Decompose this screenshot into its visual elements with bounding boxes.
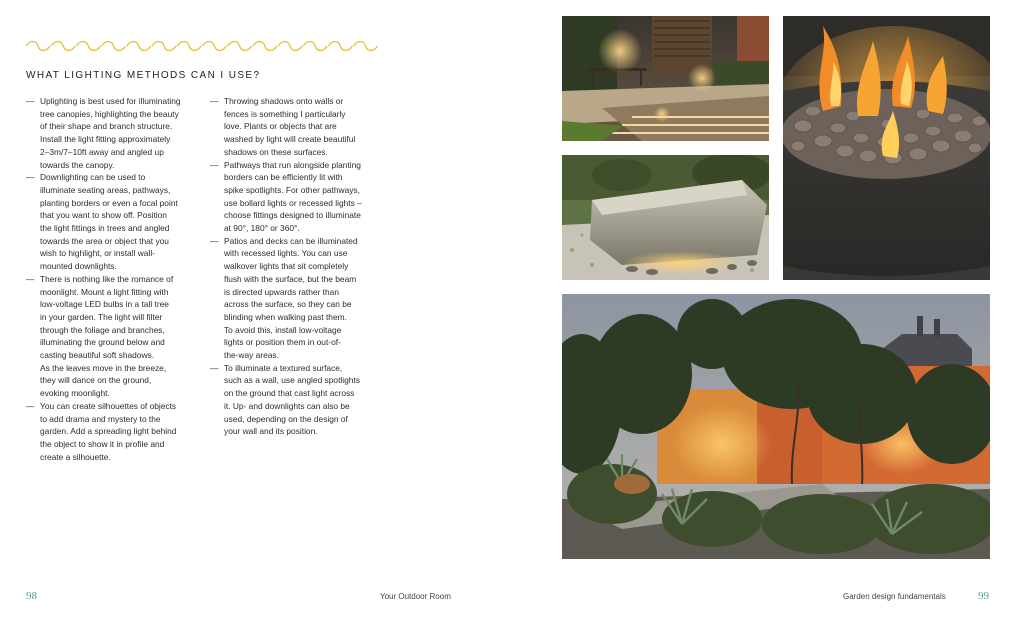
decorative-ornament-border [26,39,380,53]
text-column-right [210,95,390,438]
list-item: — Downlighting can be used to illuminate seating areas, pathways, planting borders or even a focal point that you want to show off. Position the light fittings in trees and angled towards the area or object that you wish to highlight, or install wall- mounted downlights. [26,172,178,272]
list-item: — Uplighting is best used for illuminating tree canopies, highlighting the beauty of their shape and branch structure. Install the light fitting approximately 2–3m/7–10ft away and angled up towards the canopy. [26,96,181,170]
running-title-right: Garden design fundamentals [843,592,946,601]
list-item: — To illuminate a textured surface, such as a wall, use angled spotlights on the ground that cast light across it. Up- and downlights can also be used, depending on the design of your wall and its position. [210,362,360,437]
list-item: — Patios and decks can be illuminated with recessed lights. You can use walkover lights that sit completely flush with the surface, but the beam is directed upwards rather than across the surface, so they can be blinding when walking past them. To avoid this, install low-voltage lights or position them in out-of- the-way areas. [210,235,358,361]
list-item: — Pathways that run alongside planting borders can be efficiently lit with spike spotlights. For other pathways, use bollard lights or recessed lights – choose fittings designed to illuminate at 90°, 180° or 360°. [210,159,362,234]
photo-stone-water-feature [562,155,769,280]
page-number-right: 99 [978,590,989,602]
page-number-left: 98 [26,590,37,602]
photo-garden-at-dusk [562,294,990,559]
photo-lit-deck-pergola [562,16,769,141]
list-item: — There is nothing like the romance of moonlight. Mount a light fitting with low-voltage LED bulbs in a tall tree in your garden. The light will filter through the foliage and branches, illuminating the ground below and casting beautiful soft shadows. As the leaves move in the breeze, they will dance on the ground, evoking moonlight. [26,273,174,399]
list-item: — You can create silhouettes of objects to add drama and mystery to the garden. Add a spreading light behind the object to show it in profile and create a silhouette. [26,400,177,462]
section-heading: WHAT LIGHTING METHODS CAN I USE? [26,70,261,81]
text-column-left [26,95,206,463]
running-title-left: Your Outdoor Room [380,592,451,601]
photo-fire-bowl [783,16,990,280]
list-item: — Throwing shadows onto walls or fences is something I particularly love. Plants or objects that are washed by light will create beautiful shadows on these surfaces. [210,96,356,157]
